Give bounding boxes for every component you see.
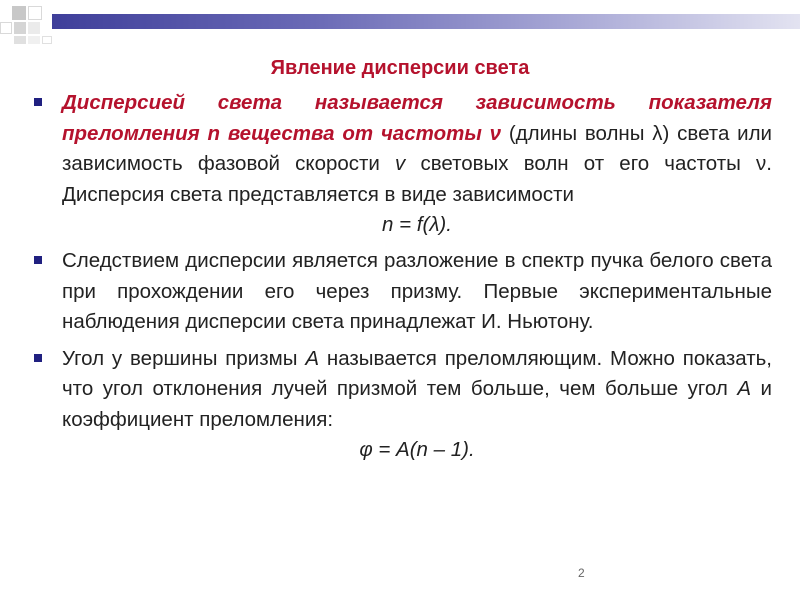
text-fragment: световых волн от его частоты [405,152,757,175]
header-divider [52,29,800,33]
decor-square [14,36,26,44]
header-gradient-bar [52,14,800,29]
page-number: 2 [578,566,585,580]
paragraph-text: Следствием дисперсии является разложение в спектр пучка белого света при прохождении его через призму. Первые экспериментальные наблюдения дисперсии света принадлежат И. Ньютону. [62,249,772,333]
bullet-square-icon [34,256,42,264]
text-fragment: Угол у вершины призмы [62,346,306,370]
decor-square [0,22,12,34]
decor-square [28,6,42,20]
formula-n-of-lambda: n = f(λ). [382,213,452,236]
text-fragment: (длины волны [501,121,653,145]
bullet-list [32,88,772,471]
text-fragment: называется преломляющим. Можно показать, что угол отклонения лучей призмой тем больше, чем больше угол [62,346,772,400]
definition-emphasis: Дисперсией света называется зависимость показателя преломления n вещества от частоты [62,91,772,145]
decor-square [12,6,26,20]
decor-square [28,22,40,34]
bullet-square-icon [34,98,42,106]
lambda-symbol: λ [652,121,663,145]
decor-square [42,36,52,44]
bullet-item-dispersion-definition [32,88,772,240]
text-fragment: и коэффициент преломления: [62,377,772,431]
formula-deflection-angle: φ = A(n – 1). [359,438,475,461]
text-fragment: ) [662,121,678,145]
text-fragment: света или зависимость фазовой скорости [62,121,772,175]
decor-square [14,22,26,34]
decor-square [28,36,40,44]
A-symbol: A [737,377,752,400]
text-fragment: . Дисперсия света представляется в виде зависимости [62,152,772,206]
bullet-item-prism-spectrum [32,246,772,338]
bullet-item-prism-angle [32,344,772,466]
nu-symbol: ν [756,152,767,175]
bullet-square-icon [34,354,42,362]
A-symbol: A [305,346,320,370]
slide-title: Явление дисперсии света [270,57,530,79]
v-symbol: v [395,152,406,175]
nu-symbol: ν [489,121,502,145]
